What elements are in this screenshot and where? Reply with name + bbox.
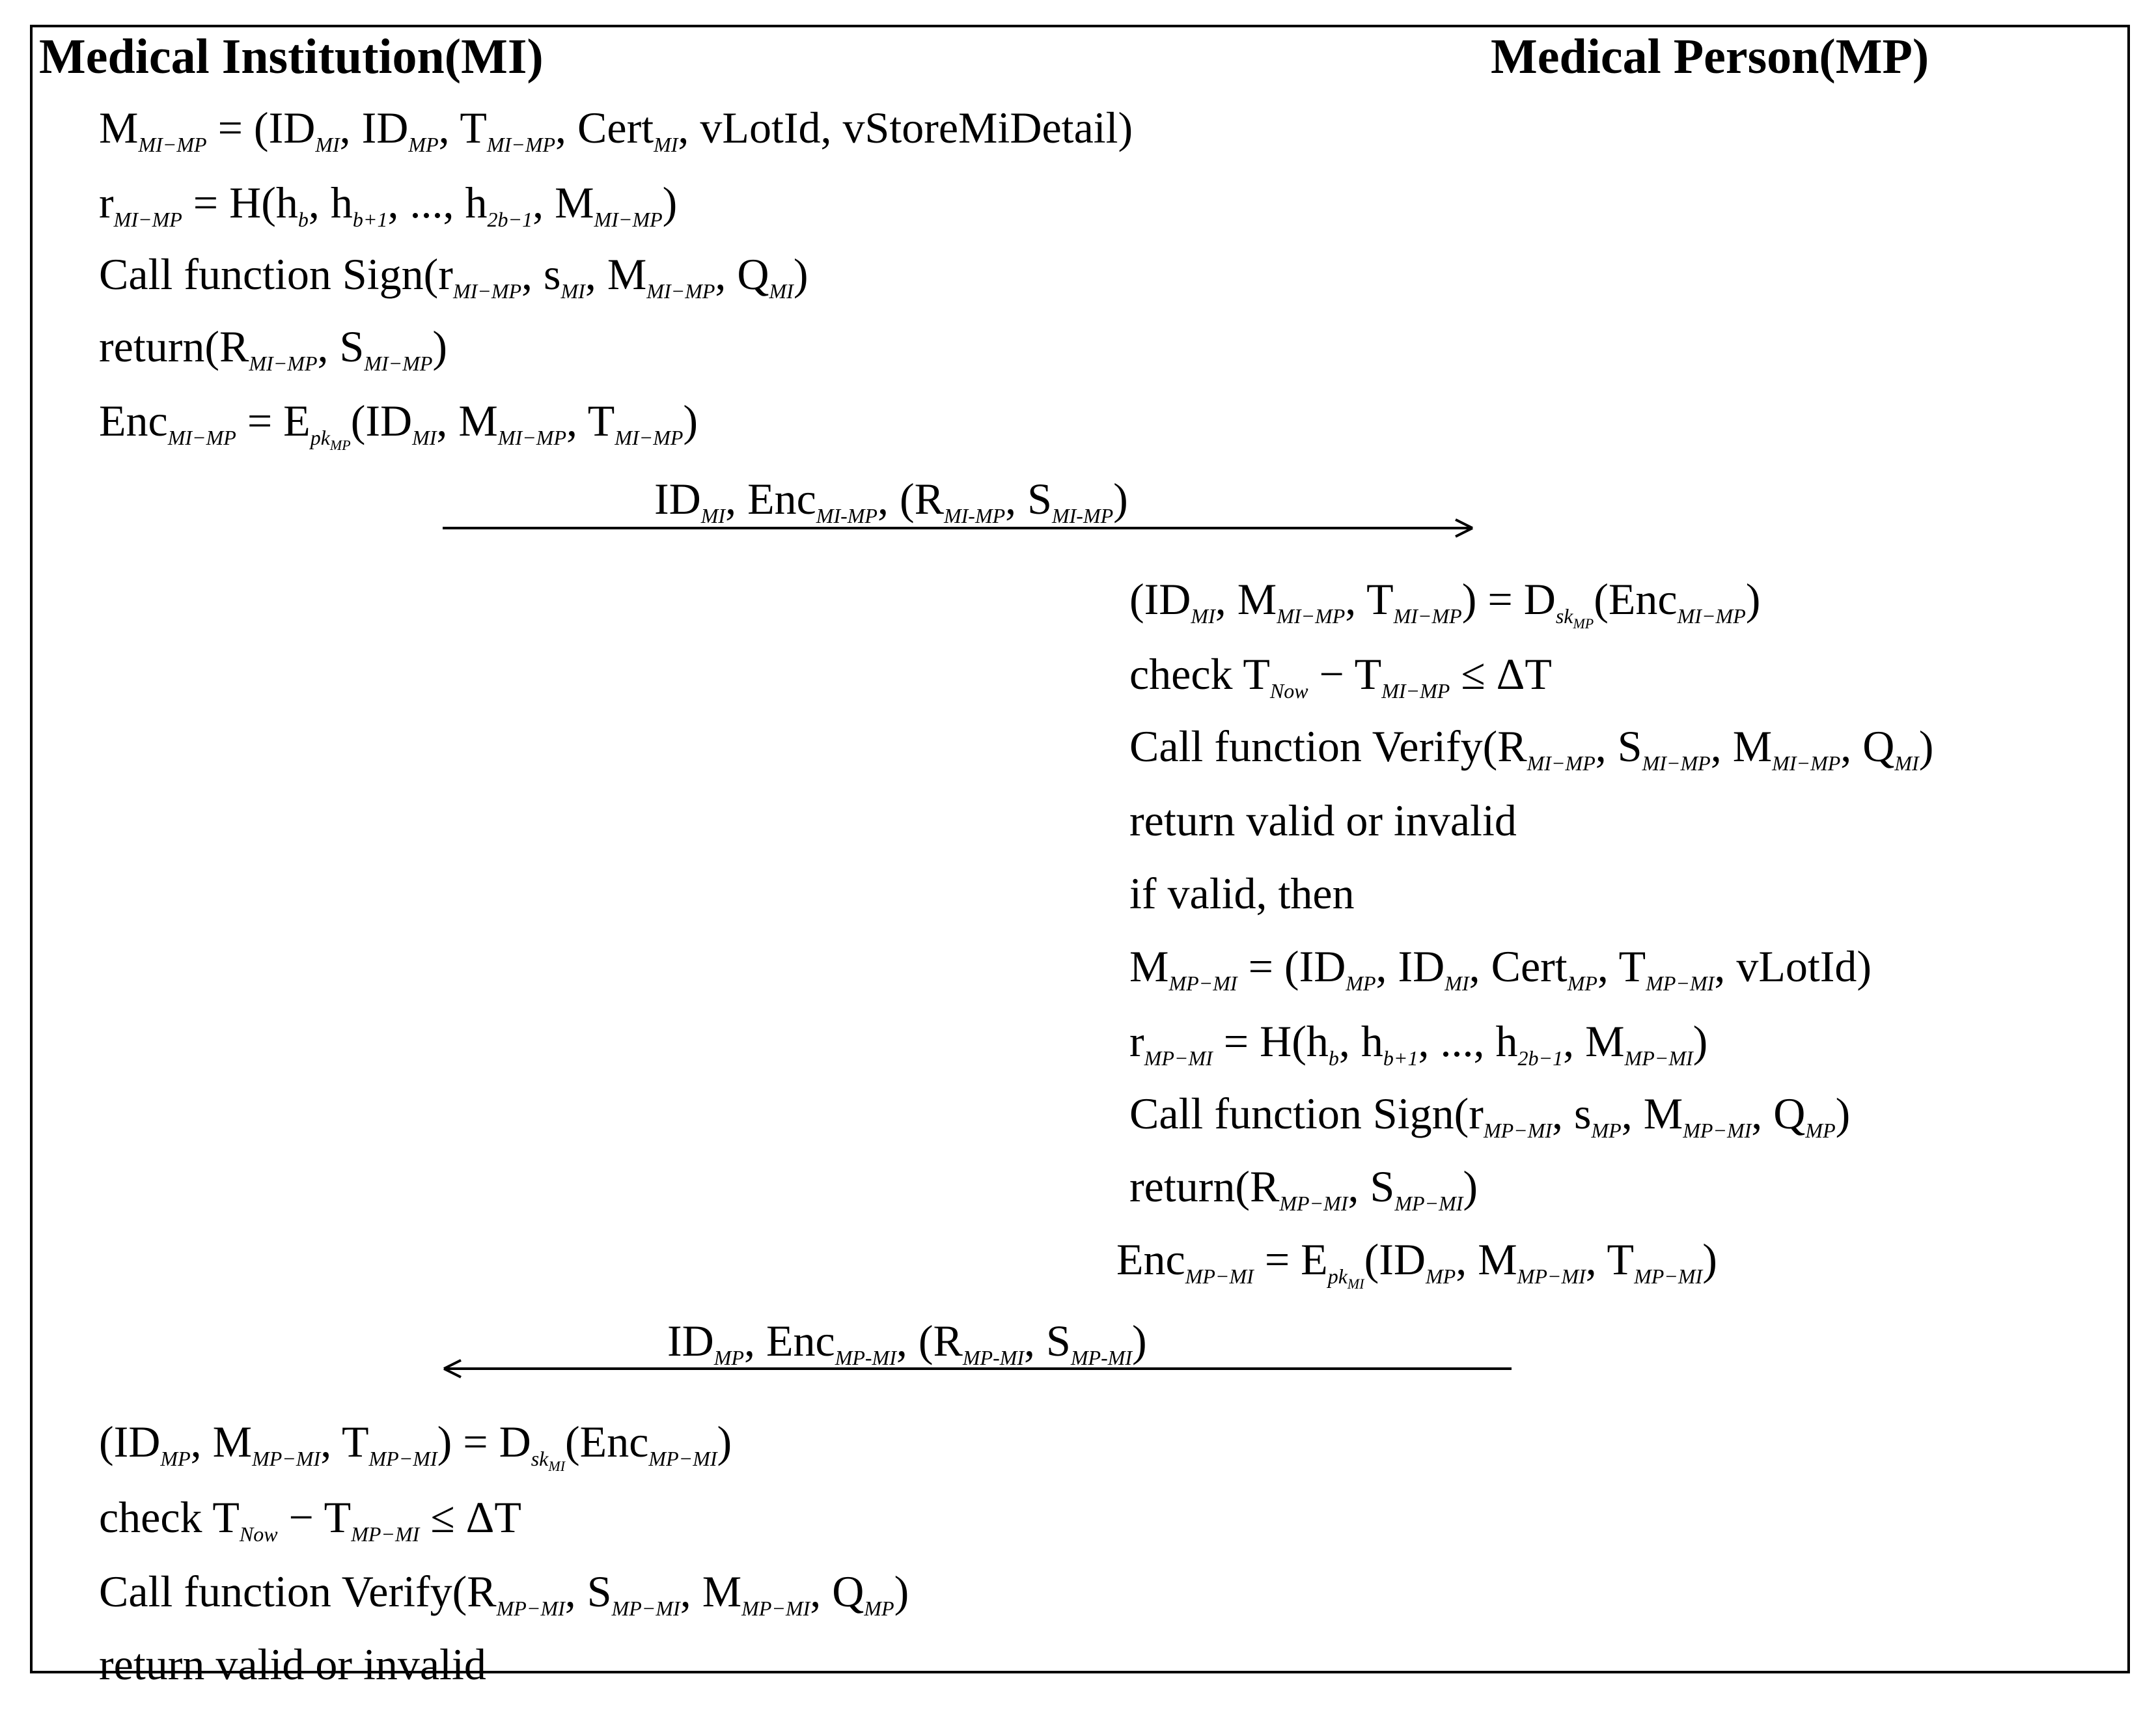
mp-step: if valid, then — [1129, 869, 1355, 918]
mp-step: return valid or invalid — [1129, 796, 1517, 845]
mi-step: $return(R_{MI-MP}$, $S_{MI-MP}$) — [99, 322, 448, 375]
mi-final-step: return valid or invalid — [99, 1640, 486, 1689]
mi-step: Call function $Sign(r_{MI-MP}$, $s_{MI}$, $M_{MI-MP}$, $Q_{MI}$) — [99, 249, 808, 303]
message-mp-to-mi-label: $ID_{MP}$, Enc$_{MP-MI}$, ($R_{MP-MI}$, $S_{MP-MI}$) — [667, 1316, 1147, 1369]
mi-final-step: check $T_{Now} - T_{MP-MI} \le \Delta T$ — [99, 1492, 521, 1546]
mi-final-step: Call function $Verify(R_{MP-MI}$, $S_{MP-MI}$, $M_{MP-MI}$, $Q_{MP}$) — [99, 1567, 909, 1620]
message-mi-to-mp-label: $ID_{MI}$, Enc$_{MI-MP}$, ($R_{MI-MP}$, $S_{MI-MP}$) — [654, 474, 1128, 527]
mp-step: $return(R_{MP-MI}$, $S_{MP-MI}$) — [1129, 1162, 1478, 1215]
mi-step: $Enc_{MI-MP} = E_{pk_{MP}}(ID_{MI}$, $M_{MI-MP}$, $T_{MI-MP}$) — [99, 396, 698, 453]
mp-step: $r_{MP-MI} = H(h_b$, $h_{b+1}$, ..., $h_{2b-1}$, $M_{MP-MI}$) — [1129, 1016, 1708, 1070]
arrow-mi-to-mp — [443, 520, 1472, 537]
mp-step: $M_{MP-MI} = (ID_{MP}$, $ID_{MI}$, Cert$_{MP}$, $T_{MP-MI}$, vLotId) — [1129, 942, 1872, 995]
mi-step: $r_{MI-MP} = H(h_b$, $h_{b+1}$, ..., $h_{2b-1}$, $M_{MI-MP}$) — [99, 178, 678, 231]
mp-step: ($ID_{MI}$, $M_{MI-MP}$, $T_{MI-MP}) = D_{sk_{MP}}(Enc_{MI-MP})$ — [1129, 574, 1761, 632]
header-medical-person: Medical Person(MP) — [1491, 29, 1929, 84]
arrow-mp-to-mi — [444, 1360, 1512, 1377]
mp-step: check $T_{Now} - T_{MI-MP} \le \Delta T$ — [1129, 649, 1552, 703]
mp-step: $Enc_{MP-MI} = E_{pk_{MI}}(ID_{MP}$, $M_{MP-MI}$, $T_{MP-MI}$) — [1116, 1235, 1717, 1292]
mp-step: Call function $Sign(r_{MP-MI}$, $s_{MP}$, $M_{MP-MI}$, $Q_{MP}$) — [1129, 1089, 1851, 1142]
mp-step: Call function $Verify(R_{MI-MP}$, $S_{MI-MP}$, $M_{MI-MP}$, $Q_{MI}$) — [1129, 721, 1934, 775]
mi-step: $M_{MI-MP} = (ID_{MI}$, $ID_{MP}$, $T_{MI-MP}$, Cert$_{MI}$, vLotId, vStoreMiDetail) — [99, 103, 1133, 156]
mi-final-step: ($ID_{MP}$, $M_{MP-MI}$, $T_{MP-MI}) = D_{sk_{MI}}(Enc_{MP-MI})$ — [99, 1417, 732, 1474]
header-medical-institution: Medical Institution(MI) — [39, 29, 544, 84]
